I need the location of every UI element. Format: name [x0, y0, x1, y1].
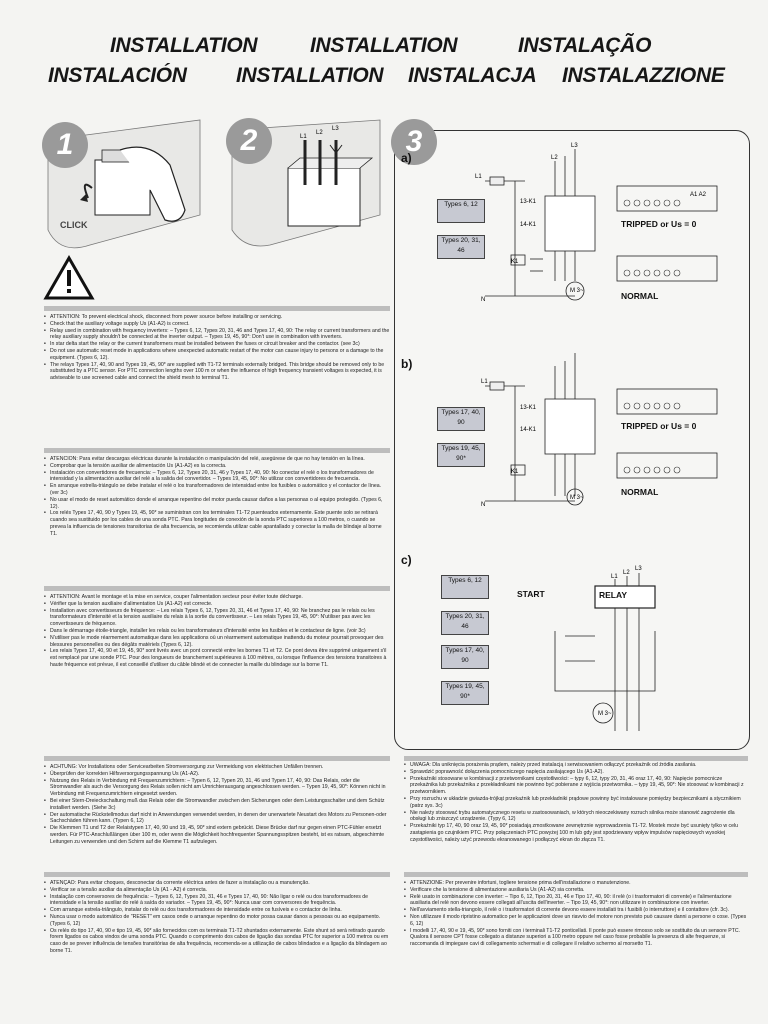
types-c1-badge: Types 6, 12 — [441, 575, 489, 599]
warning-triangle-icon — [44, 256, 94, 300]
text-block-fr — [44, 594, 390, 724]
relay-label: RELAY — [599, 590, 628, 600]
a-n-label: N — [481, 297, 486, 303]
a-a1a2-label: A1 A2 — [690, 192, 707, 198]
fr-item-1: • Vérifier que la tension auxiliaire d'alimentation Us (A1-A2) est correcte. — [44, 601, 390, 608]
a-l3-label: L3 — [571, 143, 578, 149]
en-item-2: • Relay used in combination with frequency inverters: – Types 6, 12, Types 20, 31, 46 and Types 17, 40, 90: The relay or current transformers and the relay auxiliary supply shouldn't be connected at the inverter output. – Types 19, 45, 90*: Don't use in combination with inverters. — [44, 328, 390, 342]
b-motor-label: M 3~ — [570, 495, 584, 501]
c-motor-label: M 3~ — [598, 711, 612, 717]
step-3-panel — [394, 125, 750, 750]
de-item-4: • Der automatische Rückstellmodus darf nicht in Anwendungen verwendet werden, in denen der unerwartete Neustart des Motors zu Personen-oder Sachschäden führen kann. (Typen 6, 12) — [44, 812, 390, 826]
a-14k1-label: 14-K1 — [520, 222, 537, 228]
pl-item-1: • Sprawdzić poprawność dołączenia pomocniczego napięcia zasilającego Us (A1-A2). — [404, 769, 748, 776]
divider-it — [404, 872, 748, 877]
title-instalacao-pt: INSTALAÇÃO — [518, 34, 652, 57]
de-item-0: • ACHTUNG: Vor Installations oder Servicearbeiten Stromversorgung zur Vermeidung von elektrischen Unfällen trennen. — [44, 764, 390, 771]
types-b1-badge: Types 17, 40, 90 — [437, 407, 485, 431]
divider-fr — [44, 586, 390, 591]
c-l1-label: L1 — [611, 574, 618, 580]
types-a1-badge: Types 6, 12 — [437, 199, 485, 223]
de-item-5: • Die Klemmen T1 und T2 der Relaistypen 17, 40, 90 und 19, 45, 90* sind extern gebrückt. Diese Brücke darf nur gegen einen PTC-Fühler ersetzt werden. Für PTC-Anschlußlängen über 100 m, oder wenn die Möglichkeit hochfrequenter Spannungsspitzen besteht, ist es ratsam, abgeschirmte Leitungen zu verwenden und den Schirm auf die Klemme T1 aufzulegen. — [44, 825, 390, 845]
step2-l1: L1 — [300, 134, 307, 140]
b-k1-label: K1 — [511, 469, 519, 475]
de-item-3: • Bei einer Stern-Dreieckschaltung muß das Relais oder die Stromwandler zwischen den Sicherungen oder dem Leistungsschalter und dem Schütz installiert werden. (Siehe 3c) — [44, 798, 390, 812]
text-block-pl — [404, 762, 748, 870]
title-instalacja-pl: INSTALACJA — [408, 64, 537, 87]
types-c3-badge: Types 17, 40, 90 — [441, 645, 489, 669]
pl-item-0: • UWAGA: Dla uniknięcia porażenia prądem, należy przed instalacją i serwisowaniem odłączyć przekaźnik od źródła zasilania. — [404, 762, 748, 769]
b-l1-label: L1 — [481, 379, 488, 385]
pt-item-5: • Os relés do tipo 17, 40, 90 e tipo 19, 45, 90* são fornecidos com os terminais T1-T2 shuntados externamente. Este shunt só será retirado quando forem ligados os cabos vindos de uma sonda PTC. Quando o comprimento dos cabos de ligação das sondas PTC for superior a 100 metros ou em caso de se prever influência de tensões transitórias de alta frequência, recomenda-se a utilização de cabos blindados e a ligação da blindagem ao borne T1. — [44, 928, 390, 955]
it-item-3: • Nell'avviamento stella-triangolo, il relè o i trasformatori di corrente devono essere installati tra i fusibili (o interruttore) e il contattore (cfr. 3c). — [404, 907, 748, 914]
pt-item-2: • Instalação com conversores de frequência: – Types 6, 12, Types 20, 31, 46 e Types 17, 40, 90: Não ligar o relé ou dos transformadores de intensidade e la tensão auxiliar do relé à saída do variador. – Types 19, 45, 90*: Nunca usar com conversores de frequência. — [44, 894, 390, 908]
a-k1-label: K1 — [511, 259, 519, 265]
types-b2-badge: Types 19, 45, 90* — [437, 443, 485, 467]
text-block-es — [44, 456, 390, 576]
divider-pl — [404, 756, 748, 761]
pl-item-5: • Przekaźniki typ 17, 40, 90 oraz 19, 45, 90* posiadają zmostkowane zewnętrznie wyprowadzenia T1-T2. Mostek może być usunięty tylko w celu zastąpienia go czujnikiem PTC. Przy połączeniach PTC powyżej 100 m lub gdy jest spodziewany wpływ impulsów napięciowych wysokiej częstotliwości, należy użyć przewodu ekranowanego i podłączyć ekran do złącza T1. — [404, 823, 748, 843]
step2-l3: L3 — [332, 126, 339, 132]
pt-item-0: • ATENÇÃO: Para evitar choques, desconectar da corrente eléctrica antes de fazer a instalação ou a manutenção. — [44, 880, 390, 887]
divider-pt — [44, 872, 390, 877]
pt-item-3: • Com arranque estrela-triângulo, instalar do relé ou dos transformadores de intensidade entre os fusíveis e o contactor de linha. — [44, 907, 390, 914]
b-tripped-label: TRIPPED or Us = 0 — [621, 421, 697, 431]
en-item-5: • The relays Types 17, 40, 90 and Types 19, 45, 90* are supplied with T1-T2 terminals externally bridged. This bridge should be removed only to be substituted by a PTC sensor. For PTC connection lengths over 100 m or when the influence of high frequency transient voltages is expected, it is adviseable to use screened cable and connect the shield mesh to terminal T1. — [44, 362, 390, 382]
es-item-5: • Los relés Types 17, 40, 90 y Types 19, 45, 90* se suministran con los terminales T1-T2 puenteados externamente. Este puente solo se retirará cuando sea sustituido por los cables de una sonda PTC. Para longitudes de conexión de la sonda PTC superiores a 100 metros, o cuando se prevea la influencia de tensiones transitorias de alta frecuencia, se recomienda utilizar cable apantallado y conectar la malla de blindaje al borne T1. — [44, 510, 390, 537]
pt-item-1: • Verificar se a tensão auxiliar da alimentação Us (A1 - A2) é correcta. — [44, 887, 390, 894]
en-item-0: • ATTENTION: To prevent electrical shock, disconnect from power source before installing or servicing. — [44, 314, 390, 321]
b-normal-label: NORMAL — [621, 487, 659, 497]
step-2-badge: 2 — [226, 118, 272, 164]
c-l2-label: L2 — [623, 570, 630, 576]
section-c-label: c) — [401, 553, 412, 567]
b-n-label: N — [481, 502, 486, 508]
divider-es — [44, 448, 390, 453]
b-14k1-label: 14-K1 — [520, 427, 537, 433]
a-13k1-label: 13-K1 — [520, 199, 537, 205]
pl-item-4: • Nie należy stosować trybu automatycznego resetu w zastosowaniach, w których nieoczekiwany rozruch silnika może stanowić zagrożenie dla obsługi lub zniszczyć urządzenie. (Typy 6, 12) — [404, 810, 748, 824]
click-label: CLICK — [60, 220, 88, 230]
es-item-4: • No usar el modo de reset automático donde el arranque repentino del motor pueda causar daños a las personas o al equipo protegido. (Types 6, 12). — [44, 497, 390, 511]
es-item-0: • ATENCIÓN: Para evitar descargas eléctricas durante la instalación o manipulación del relé, asegúrese de que no hay tensión en la línea. — [44, 456, 390, 463]
title-installation-fr: INSTALLATION — [310, 34, 458, 57]
de-item-1: • Überprüfen der korrekten Hilfsversorgungsspannung Us (A1-A2). — [44, 771, 390, 778]
a-motor-label: M 3~ — [570, 288, 584, 294]
it-item-1: • Verificare che la tensione di alimentazione ausiliaria Us (A1-A2) sia corretta. — [404, 887, 748, 894]
es-item-1: • Comprobar que la tensión auxiliar de alimentación Us (A1-A2) es la correcta. — [44, 463, 390, 470]
fr-item-3: • Dans le démarrage étoile-triangle, installer les relais ou les transformateurs d'intensité entre les fusibles et le contacteur de ligne. (voir 3c) — [44, 628, 390, 635]
it-item-4: • Non utilizzare il modo ripristino automatico per le applicazioni dove un riavvio del motore non previsto può causare danni a persone o cose. (Types 6, 12) — [404, 914, 748, 928]
title-installation-de: INSTALLATION — [236, 64, 384, 87]
es-item-2: • Instalación con convertidores de frecuencia: – Types 6, 12, Types 20, 31, 46 y Types 17, 40, 90: No conectar el relé o los transformadores de intensidad y la alimentación auxiliar del relé a la salida del convertidor. – Types 19, 45, 90*: No utilizar con convertidores de frecuencia. — [44, 470, 390, 484]
text-block-pt — [44, 880, 390, 1008]
pt-item-4: • Nunca usar o modo automático de "RESET" em casos onde o arranque repentino do motor possa causar danos a pessoas ou ao equipamento. (Types 6, 12) — [44, 914, 390, 928]
text-block-de — [44, 764, 390, 874]
text-block-en — [44, 314, 390, 442]
fr-item-5: • Les relais Types 17, 40, 90 et 19, 45, 90* sont livrés avec un pont connecté entre les bornes T1 et T2. Ce pont devra être supprimé uniquement s'il est remplacé par une sonde PTC. Pour des longueurs de branchement supérieures à 100 mètres, ou lorsque l'influence des tensions transitoires à haute fréquence est prévue, il est conseillé d'utiliser du câble blindé et de connecter la maille du blindage sur la borne T1. — [44, 648, 390, 668]
step-3-badge: 3 — [391, 119, 437, 165]
pl-item-2: • Przekaźniki stosowane w kombinacji z przetwornikami częstotliwości: – typy 6, 12, typy 20, 31, 46 oraz 17, 40, 90: Napięcie pomocnicze przekaźnika lub przekaźnika z przekładnikami nie powinno być pobierane z wyjścia przetwornika. – typy 19, 45, 90*: Nie stosować w kombinacji z przetwornikiem. — [404, 776, 748, 796]
step2-l2: L2 — [316, 130, 323, 136]
a-tripped-label: TRIPPED or Us = 0 — [621, 219, 697, 229]
divider-de — [44, 756, 390, 761]
pl-item-3: • Przy rozruchu w układzie gwiazda-trójkąt przekaźnik lub przekładniki prądowe powinny być instalowane pomiędzy bezpiecznikami a stycznikiem (patrz sys. 3c) — [404, 796, 748, 810]
title-instalacion-es: INSTALACIÓN — [48, 64, 187, 87]
fr-item-2: • Installation avec convertisseurs de fréquence: – Les relais Types 6, 12, Types 20, 31, 46 et Types 17, 40, 90: Ne branchez pas le relais ou les transformateurs d'intensité et la tension auxiliaire du relais à la sortie du convertisseur. – Les relais Types 19, 45, 90*: N'utiliser pas avec les convertisseurs de fréquence. — [44, 608, 390, 628]
step-1-badge: 1 — [42, 122, 88, 168]
it-item-2: • Relè usato in combinazione con inverter: – Tipo 6, 12, Tipo 20, 31, 46 e Tipo 17, 40, 90: il relè (o i trasformatori di corrente) e l'alimentazione ausiliaria del relè non devono essere collegati all'uscita dell'inverter. – Tipo 19, 45, 90*: non utilizzare in combinazione con inverter. — [404, 894, 748, 908]
a-l1-label: L1 — [475, 174, 482, 180]
en-item-4: • Do not use automatic reset mode in applications where unexpected automatic restart of the motor can cause injury to persons or a damage to the equipment. (Types 6, 12). — [44, 348, 390, 362]
types-c2-badge: Types 20, 31, 46 — [441, 611, 489, 635]
start-label: START — [517, 589, 545, 599]
it-item-0: • ATTENZIONE: Per prevenire infortuni, togliere tensione prima dell'installazione o manutenzione. — [404, 880, 748, 887]
en-item-3: • In star delta start the relay or the current transformers must be installed between the fuses or circuit breaker and the contactor. (see 3c) — [44, 341, 390, 348]
a-normal-label: NORMAL — [621, 291, 659, 301]
text-block-it — [404, 880, 748, 1008]
fr-item-4: • N'utiliser pas le mode réarmement automatique dans les applications où un réarmement automatique inattendu du moteur pourrait provoquer des blessures personnelles ou des dégâts matériels (Types 6, 12). — [44, 635, 390, 649]
de-item-2: • Nutzung des Relais in Verbindung mit Frequenzumrichtern: – Typen 6, 12, Typen 20, 31, 46 und Typen 17, 40, 90: Das Relais, oder die Stromwandler als auch die Versorgung des Relais sollen nicht am Umrichterausgang angeschlossen werden. – Typen 19, 45, 90*: Können nicht in Verbindung mit Frequenzumrichtern eingesetzt werden. — [44, 778, 390, 798]
es-item-3: • En arranque estrella-triángulo se debe instalar el relé o los transformadores de intensidad entre los fusibles o automático y el contactor de línea. (ver 3c) — [44, 483, 390, 497]
section-a-label: a) — [401, 151, 412, 165]
section-b-label: b) — [401, 357, 413, 371]
types-c4-badge: Types 19, 45, 90* — [441, 681, 489, 705]
title-installation-en: INSTALLATION — [110, 34, 258, 57]
fr-item-0: • ATTENTION: Avant le montage et la mise en service, couper l'alimentation secteur pour éviter toute décharge. — [44, 594, 390, 601]
divider-en — [44, 306, 390, 311]
a-l2-label: L2 — [551, 155, 558, 161]
en-item-1: • Check that the auxiliary voltage supply Us (A1-A2) is correct. — [44, 321, 390, 328]
b-13k1-label: 13-K1 — [520, 405, 537, 411]
types-a2-badge: Types 20, 31, 46 — [437, 235, 485, 259]
title-instalazzione-it: INSTALAZZIONE — [562, 64, 725, 87]
c-l3-label: L3 — [635, 566, 642, 572]
it-item-5: • I modelli 17, 40, 90 e 19, 45, 90* sono forniti con i terminali T1-T2 ponticellati. Il ponte può essere rimosso solo se sostituito da un sensore PTC. Qualora il sensore CPT fosse collegato a distanze superiori a 100 metro oppure nel caso fosse probabile la presenza di alte frequenze, si raccomanda di impiegare cavi di collegamento schermati e di collegare il relativo schermo al morsetto T1. — [404, 928, 748, 948]
